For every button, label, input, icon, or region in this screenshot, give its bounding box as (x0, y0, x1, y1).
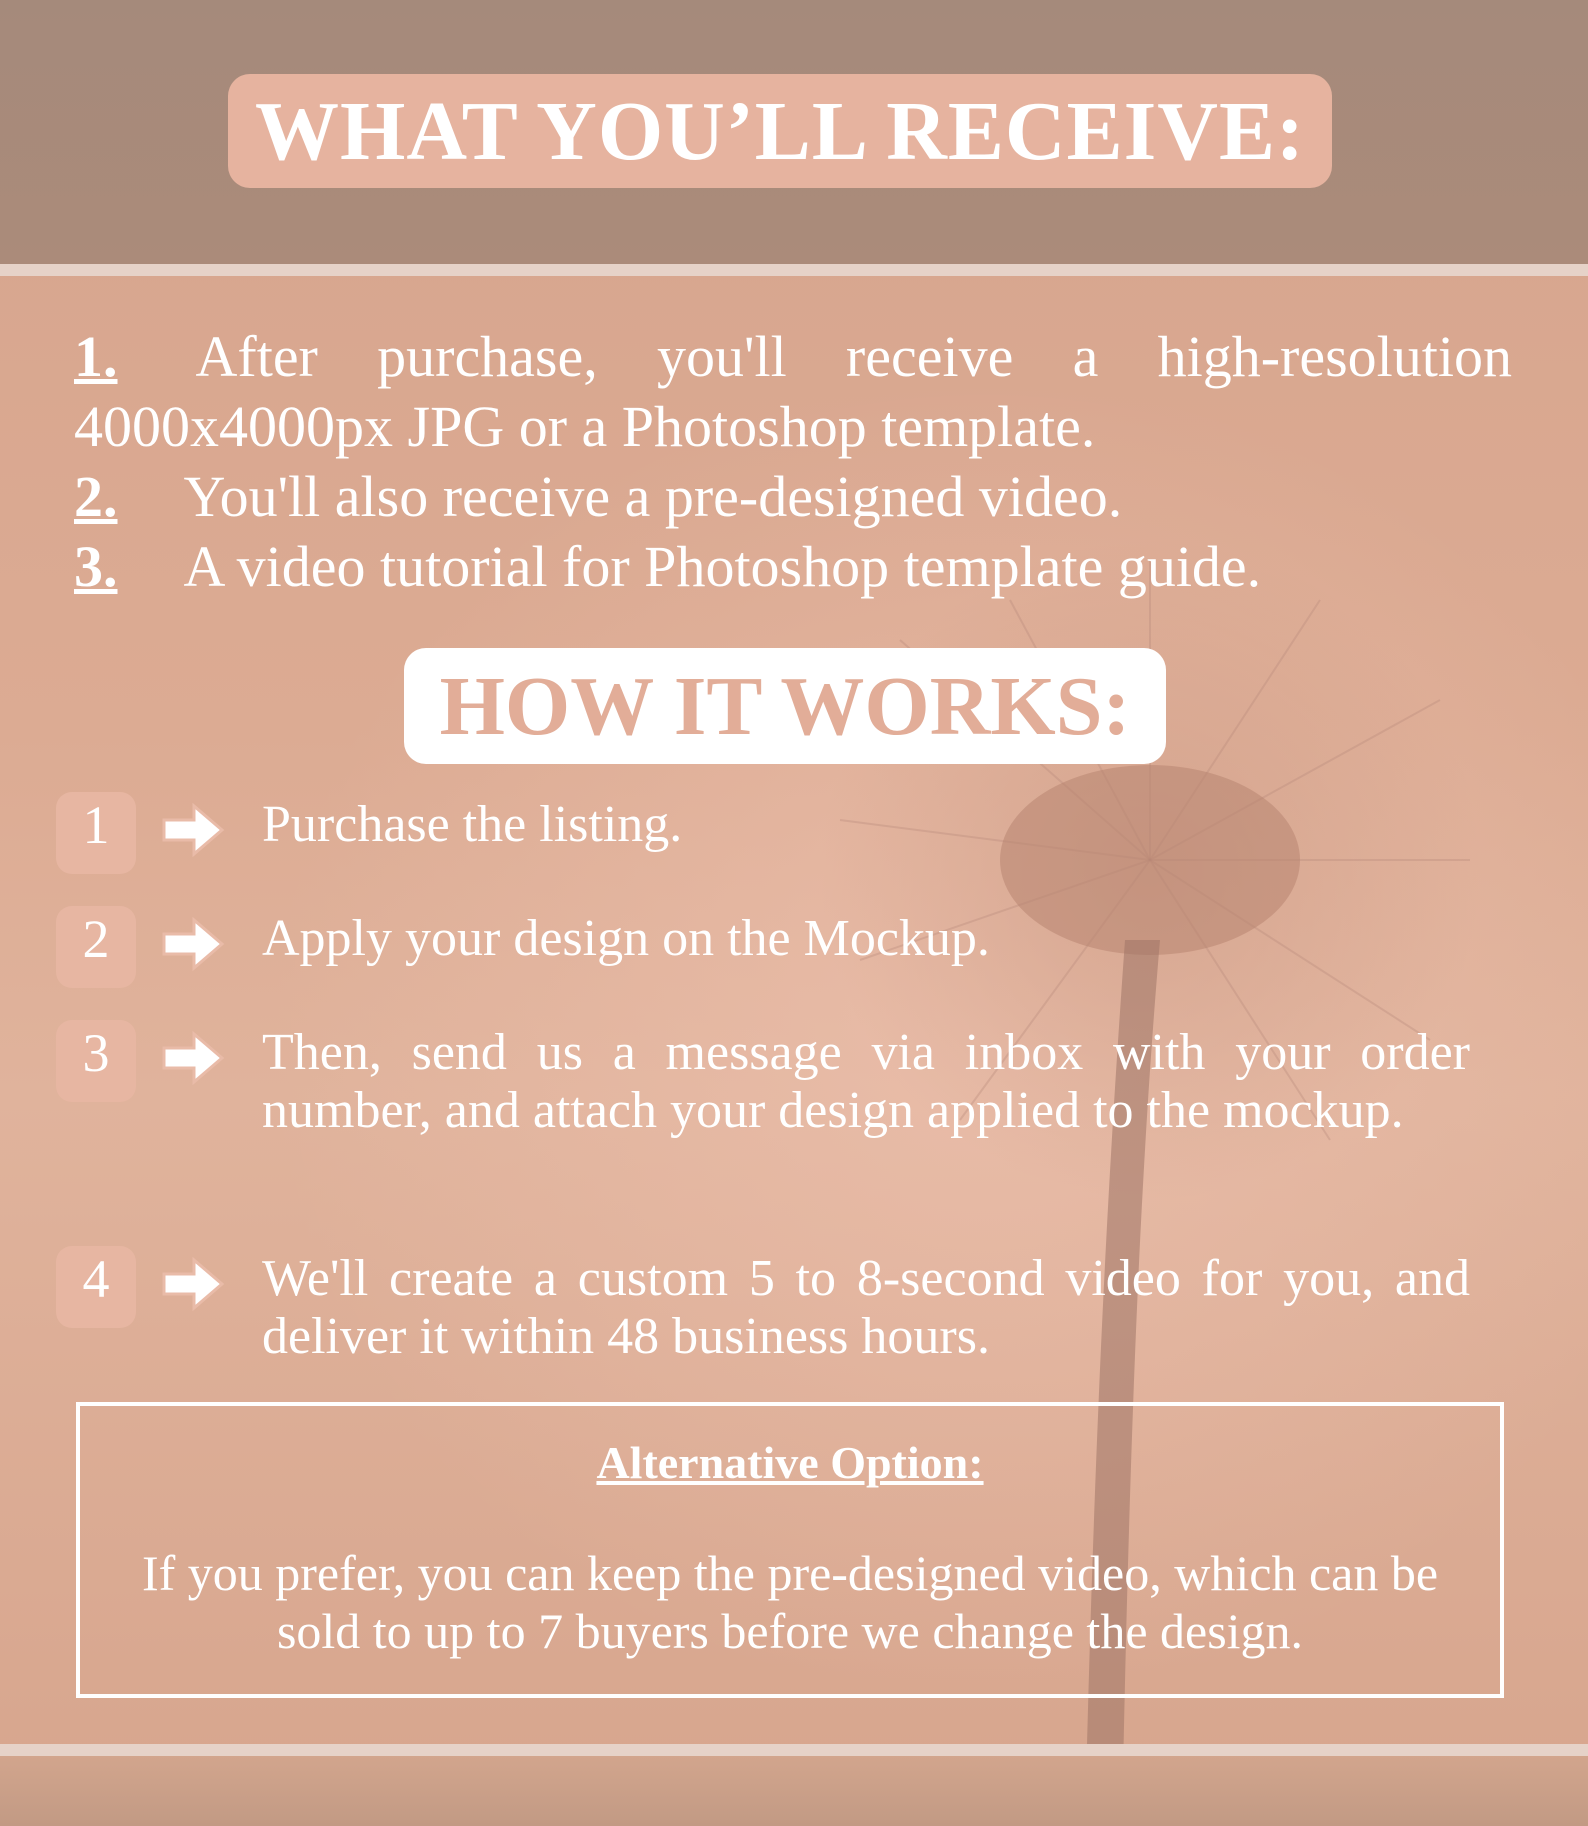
step-number-badge: 3 (56, 1020, 136, 1102)
divider (0, 264, 1588, 276)
list-item (74, 462, 1512, 532)
step-number-badge: 1 (56, 792, 136, 874)
item-number: 3. (74, 534, 118, 599)
how-title-pill (404, 648, 1166, 764)
step-number-badge: 2 (56, 906, 136, 988)
item-text: A video tutorial for Photoshop template guide. (183, 534, 1262, 599)
step-number-badge: 4 (56, 1246, 136, 1328)
list-item (74, 532, 1512, 602)
item-number: 1. (74, 324, 118, 389)
receive-title-pill (228, 74, 1332, 188)
right-arrow-icon (160, 1254, 230, 1314)
right-arrow-icon (160, 1028, 230, 1088)
receive-list (74, 322, 1512, 602)
alternative-title: Alternative Option: (596, 1437, 984, 1488)
list-item (74, 322, 1512, 462)
receive-title: WHAT YOU’LL RECEIVE: (255, 84, 1305, 178)
alternative-text: If you prefer, you can keep the pre-designed video, which can be sold to up to 7 buyers before we change the design. (141, 1545, 1439, 1659)
right-arrow-icon (160, 914, 230, 974)
item-number: 2. (74, 464, 118, 529)
right-arrow-icon (160, 800, 230, 860)
step-text: Then, send us a message via inbox with your order number, and attach your design applied to the mockup. (262, 1024, 1470, 1139)
divider (0, 1744, 1588, 1756)
step-text: Apply your design on the Mockup. (262, 910, 990, 967)
step-text: Purchase the listing. (262, 796, 683, 853)
item-text: You'll also receive a pre-designed video. (183, 464, 1123, 529)
how-title: HOW IT WORKS: (439, 659, 1131, 753)
alternative-option-box (76, 1402, 1504, 1698)
item-text: After purchase, you'll receive a high-resolution 4000x4000px JPG or a Photoshop template. (74, 324, 1512, 459)
footer-band (0, 1756, 1588, 1826)
step-text: We'll create a custom 5 to 8-second video for you, and deliver it within 48 business hours. (262, 1250, 1470, 1365)
